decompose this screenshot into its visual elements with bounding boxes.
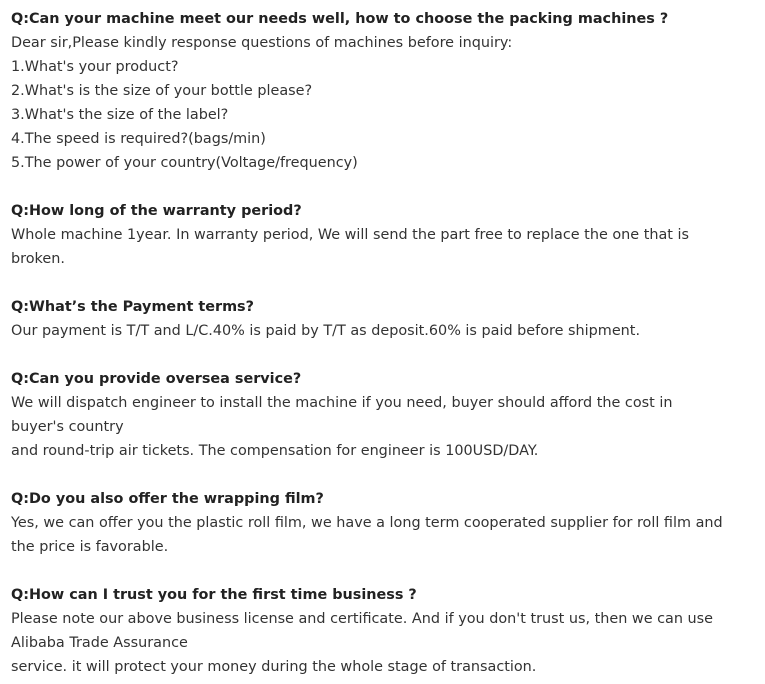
- faq-answer-line: broken.: [11, 251, 65, 267]
- faq-question: Q:Do you also offer the wrapping film?: [11, 491, 324, 507]
- faq-answer-line: the price is favorable.: [11, 539, 169, 555]
- faq-answer-line: 3.What's the size of the label?: [11, 107, 229, 123]
- faq-item-warranty: [11, 199, 756, 271]
- faq-item-oversea-service: [11, 367, 756, 463]
- faq-answer-line: 4.The speed is required?(bags/min): [11, 131, 266, 147]
- faq-answer-line: buyer's country: [11, 419, 124, 435]
- faq-item-wrapping-film: [11, 487, 756, 559]
- faq-question: Q:Can you provide oversea service?: [11, 371, 302, 387]
- faq-item-trust: [11, 583, 756, 679]
- faq-answer-line: service. it will protect your money during the whole stage of transaction.: [11, 659, 537, 675]
- faq-item-payment-terms: [11, 295, 756, 343]
- faq-answer-line: 1.What's your product?: [11, 59, 179, 75]
- faq-answer-line: Yes, we can offer you the plastic roll film, we have a long term cooperated supplier for roll film and: [11, 515, 723, 531]
- faq-question: Q:How can I trust you for the first time business ?: [11, 587, 417, 603]
- faq-answer-line: 5.The power of your country(Voltage/frequency): [11, 155, 358, 171]
- faq-answer-line: Dear sir,Please kindly response questions of machines before inquiry:: [11, 35, 513, 51]
- faq-answer-line: 2.What's is the size of your bottle please?: [11, 83, 313, 99]
- faq-question: Q:Can your machine meet our needs well, how to choose the packing machines ?: [11, 11, 669, 27]
- faq-item-choose-machine: [11, 7, 756, 175]
- faq-question: Q:How long of the warranty period?: [11, 203, 302, 219]
- faq-answer-line: Please note our above business license and certificate. And if you don't trust us, then we can use: [11, 611, 714, 627]
- faq-answer-line: Our payment is T/T and L/C.40% is paid by T/T as deposit.60% is paid before shipment.: [11, 323, 641, 339]
- faq-question: Q:What’s the Payment terms?: [11, 299, 254, 315]
- faq-answer-line: and round-trip air tickets. The compensation for engineer is 100USD/DAY.: [11, 443, 539, 459]
- faq-answer-line: We will dispatch engineer to install the machine if you need, buyer should afford the cost in: [11, 395, 673, 411]
- faq-answer-line: Alibaba Trade Assurance: [11, 635, 188, 651]
- faq-answer-line: Whole machine 1year. In warranty period, We will send the part free to replace the one that is: [11, 227, 690, 243]
